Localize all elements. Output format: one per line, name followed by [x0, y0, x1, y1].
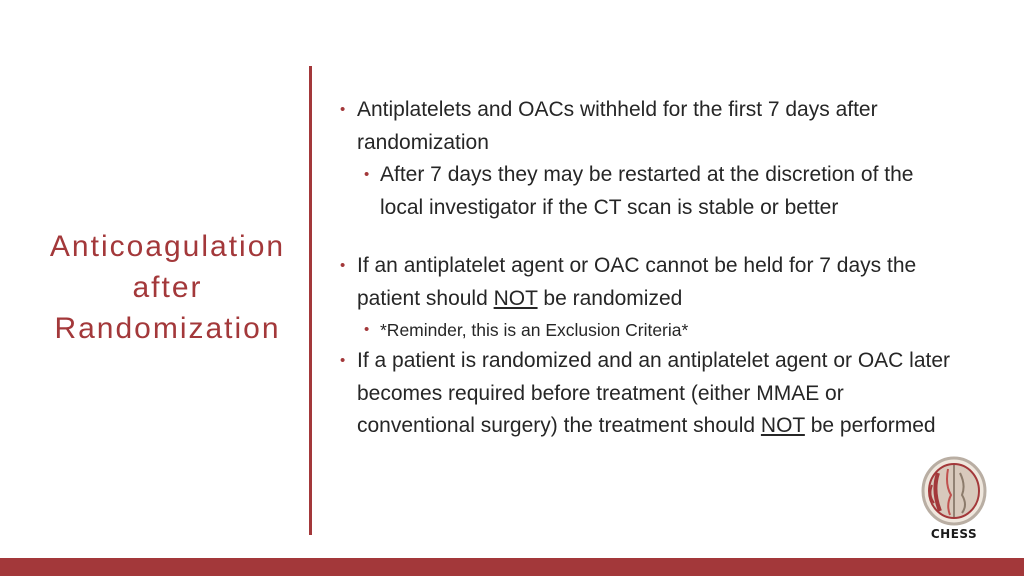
bullet-text: If a patient is randomized and an antiplatelet agent or OAC later becomes required before treatment (either MMAE or conventional surgery) the treatment should [357, 349, 951, 437]
bullet-item [340, 94, 960, 159]
bullet-text-tail: be performed [804, 414, 936, 437]
bullet-text: *Reminder, this is an Exclusion Criteria* [380, 320, 689, 340]
bullet-text: After 7 days they may be restarted at the discretion of the local investigator if the CT scan is stable or better [380, 163, 914, 219]
spacer [340, 224, 960, 250]
bullet-dot: • [340, 101, 346, 118]
logo-text: CHESS [930, 527, 978, 541]
emphasis-not: NOT [493, 286, 538, 310]
sub-bullet-item [340, 315, 960, 345]
bullet-item [340, 345, 960, 443]
sub-bullet-item [340, 159, 960, 224]
bullet-dot: • [364, 321, 370, 338]
title-line-2: after [132, 271, 203, 304]
footer-bar [0, 558, 1024, 576]
brain-icon [918, 455, 990, 527]
chess-logo [918, 455, 990, 547]
emphasis-not: NOT [760, 414, 805, 437]
bullet-dot: • [340, 352, 346, 369]
bullet-dot: • [340, 257, 346, 274]
vertical-divider [309, 66, 312, 535]
slide-title [30, 226, 305, 349]
title-line-3: Randomization [54, 312, 281, 345]
title-line-1: Anticoagulation [49, 230, 286, 263]
bullet-text: Antiplatelets and OACs withheld for the first 7 days after randomization [357, 98, 878, 154]
bullet-list [340, 94, 960, 443]
bullet-dot: • [364, 166, 370, 183]
bullet-text-tail: be randomized [537, 286, 683, 310]
bullet-text: If an antiplatelet agent or OAC cannot be held for 7 days the patient should [357, 254, 917, 310]
bullet-item [340, 250, 960, 315]
